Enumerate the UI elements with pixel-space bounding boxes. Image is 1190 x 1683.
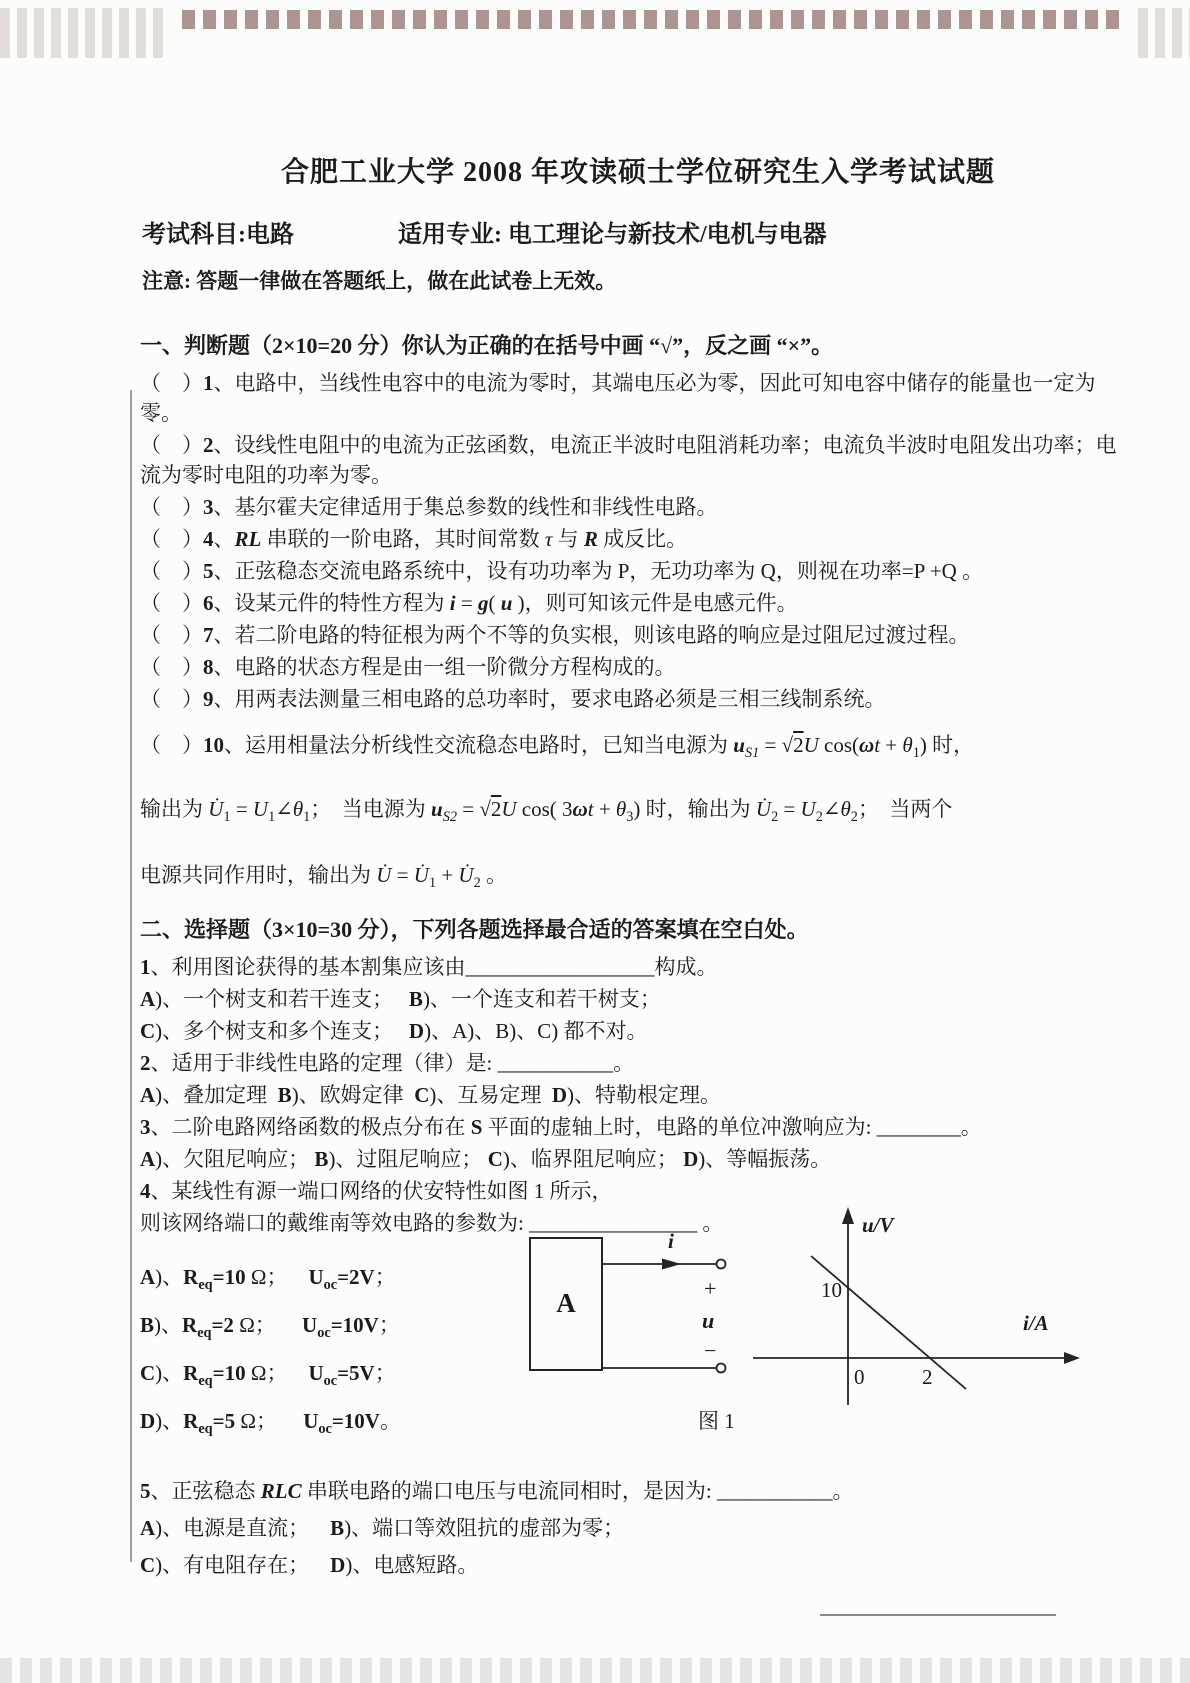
- judge-item-1: （ ）1、电路中，当线性电容中的电流为零时，其端电压必为零，因此可知电容中储存的能量也一定为零。: [140, 371, 1096, 425]
- voltage-label: u: [702, 1307, 715, 1333]
- page-title: 合肥工业大学 2008 年攻读硕士学位研究生入学考试试题: [280, 157, 995, 188]
- plus-sign: +: [704, 1275, 717, 1301]
- judge-item-10-line3: 电源共同作用时，输出为 U̇ = $U̇_1$ + $U̇_2$ 。: [140, 863, 507, 892]
- choice-q4-stem-line2: 则该网络端口的戴维南等效电路的参数为: ________________ 。: [140, 1210, 724, 1235]
- scan-artifact-top-right: [1138, 8, 1190, 58]
- section2-heading: 二、选择题（3×10=30 分），下列各题选择最合适的答案填在空白处。: [140, 916, 809, 942]
- choice-q4-option-b: B)、$R_{eq}=2$ Ω； $U_{oc}=10V$；: [140, 1312, 400, 1341]
- network-box-label: A: [556, 1287, 576, 1318]
- choice-q4-option-d: D)、$R_{eq}=5$ Ω； $U_{oc}=10V$。: [140, 1409, 401, 1438]
- figure-1: [518, 1200, 1138, 1435]
- choice-q5-opts-ab: A)、电源是直流； B)、端口等效阻抗的虚部为零；: [140, 1516, 625, 1541]
- choice-q1-opts-cd: C)、多个树支和多个连支； D)、A)、B)、C) 都不对。: [140, 1018, 648, 1043]
- exam-content: [140, 150, 1136, 1585]
- applicable-major: 适用专业: 电工理论与新技术/电机与电器: [398, 222, 827, 248]
- choice-q5-stem: 5、正弦稳态 RLC 串联电路的端口电压与电流同相时，是因为: ___________。: [140, 1479, 854, 1504]
- choice-q3-stem: 3、二阶电路网络函数的极点分布在 S 平面的虚轴上时，电路的单位冲激响应为: ________。: [140, 1114, 982, 1139]
- q4-options-column: [140, 1242, 518, 1451]
- subject-gap: [294, 214, 398, 249]
- judge-item-5: （ ）5、正弦稳态交流电路系统中，设有功功率为 P，无功功率为 Q，则视在功率=P +Q 。: [140, 559, 984, 583]
- judge-item-10-line1: （ ）10、运用相量法分析线性交流稳态电路时，已知当电源为 $u_{S1} = √2U$ $\cos(\omega t + \theta_1)$ 时，: [140, 733, 975, 762]
- judge-item-2: （ ）2、设线性电阻中的电流为正弦函数，电流正半波时电阻消耗功率；电流负半波时电阻发出功率；电流为零时电阻的功率为零。: [140, 433, 1117, 487]
- choice-q1-opts-ab: A)、一个树支和若干连支； B)、一个连支和若干树支；: [140, 986, 661, 1011]
- choice-q1-stem: 1、利用图论获得的基本割集应该由__________________构成。: [140, 954, 718, 979]
- current-arrow: [662, 1258, 681, 1269]
- figure-caption: 图 1: [698, 1408, 735, 1433]
- x-axis-label: i/A: [1023, 1310, 1049, 1335]
- judge-item-3: （ ）3、基尔霍夫定律适用于集总参数的线性和非线性电路。: [140, 495, 718, 519]
- minus-sign: −: [704, 1337, 717, 1363]
- top-terminal: [717, 1259, 726, 1268]
- choice-q3-opts: A)、欠阻尼响应； B)、过阻尼响应； C)、临界阻尼响应； D)、等幅振荡。: [140, 1146, 832, 1171]
- judge-item-10-line2: 输出为 $U̇_1$ = $U_1\angle\theta_1$； 当电源为 $u_{S2} = √2U$ cos( $3\omega t + \theta_3$) 时，输出为 $U̇_2$ = $U_2\angle\theta_2$； 当两个: [140, 797, 953, 826]
- bottom-terminal: [717, 1363, 726, 1372]
- x-intercept-label: 2: [922, 1364, 933, 1389]
- one-port-network: [530, 1229, 726, 1373]
- choice-q4-stem-line1: 4、某线性有源一端口网络的伏安特性如图 1 所示，: [140, 1178, 613, 1203]
- subject-row: [142, 214, 1136, 249]
- y-axis-label: u/V: [862, 1212, 894, 1237]
- page-edge-line: [130, 390, 132, 1562]
- judge-item-9: （ ）9、用两表法测量三相电路的总功率时，要求电路必须是三相三线制系统。: [140, 687, 886, 711]
- q5-block: [140, 1474, 1136, 1583]
- stray-underline: [820, 1614, 1056, 1616]
- judge-item-7: （ ）7、若二阶电路的特征根为两个不等的负实根，则该电路的响应是过阻尼过渡过程。: [140, 623, 970, 647]
- x-axis-arrow: [1064, 1352, 1080, 1364]
- vi-characteristic-graph: [753, 1207, 1080, 1405]
- scan-artifact-top: [182, 10, 1120, 29]
- scan-artifact-top-left: [0, 8, 166, 58]
- scan-artifact-bottom: [0, 1658, 1190, 1683]
- judge-item-6: （ ）6、设某元件的特性方程为 i = g( u )，则可知该元件是电感元件。: [140, 591, 798, 615]
- choice-q2-stem: 2、适用于非线性电路的定理（律）是: ___________。: [140, 1050, 635, 1075]
- y-axis-arrow: [842, 1207, 854, 1224]
- choice-q2-opts: A)、叠加定理 B)、欧姆定律 C)、互易定理 D)、特勒根定理。: [140, 1082, 722, 1107]
- choice-q4-option-a: A)、$R_{eq}=10$ Ω； $U_{oc}=2V$；: [140, 1264, 396, 1293]
- vi-line: [811, 1256, 966, 1389]
- y-intercept-label: 10: [821, 1277, 842, 1302]
- judge-item-4: （ ）4、RL 串联的一阶电路，其时间常数 τ 与 R 成反比。: [140, 527, 688, 551]
- choice-q4-option-c: C)、$R_{eq}=10$ Ω； $U_{oc}=5V$；: [140, 1360, 396, 1390]
- exam-subject: 考试科目:电路: [142, 222, 294, 248]
- notice-line: 注意: 答题一律做在答题纸上，做在此试卷上无效。: [142, 269, 617, 293]
- origin-label: 0: [854, 1364, 865, 1389]
- section1-heading: 一、判断题（2×10=20 分）你认为正确的在括号中画 “√”，反之画 “×”。: [140, 333, 834, 358]
- choice-q5-opts-cd: C)、有电阻存在； D)、电感短路。: [140, 1553, 479, 1578]
- judge-item-8: （ ）8、电路的状态方程是由一组一阶微分方程构成的。: [140, 655, 676, 679]
- current-label: i: [668, 1228, 674, 1253]
